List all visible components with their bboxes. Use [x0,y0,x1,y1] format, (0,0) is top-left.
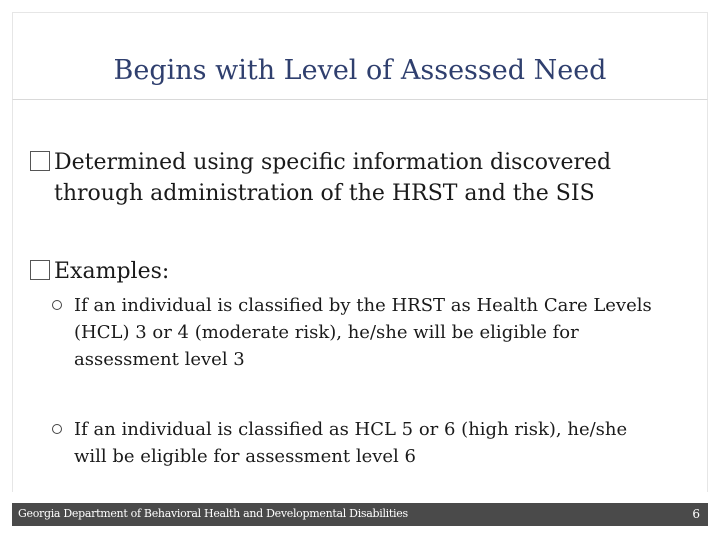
sub-bullet-text-line: (HCL) 3 or 4 (moderate risk), he/she will be eligible for [74,322,579,343]
footer-organization: Georgia Department of Behavioral Health and Developmental Disabilities [18,507,408,520]
sub-bullet-text-line: If an individual is classified by the HRST as Health Care Levels [74,295,652,316]
bullet-box-icon [30,151,50,171]
page-number: 6 [692,507,700,521]
bullet-examples [30,256,690,287]
footer-bar [12,503,708,526]
circle-bullet-icon [52,300,62,310]
title-band [12,12,708,100]
bullet-box-icon [30,260,50,280]
sub-bullet-hcl-5-6 [52,416,692,470]
bullet-text-line: Determined using specific information discovered [54,150,612,175]
bullet-text-line: Examples: [54,259,170,284]
sub-bullet-text-line: assessment level 3 [74,349,245,370]
sub-bullet-hcl-3-4 [52,292,692,373]
sub-bullet-text-line: will be eligible for assessment level 6 [74,446,416,467]
sub-bullet-text-line: If an individual is classified as HCL 5 or 6 (high risk), he/she [74,419,628,440]
circle-bullet-icon [52,424,62,434]
bullet-determined [30,147,690,209]
bullet-text-line: through administration of the HRST and the SIS [54,181,595,206]
slide-title: Begins with Level of Assessed Need [113,55,607,86]
